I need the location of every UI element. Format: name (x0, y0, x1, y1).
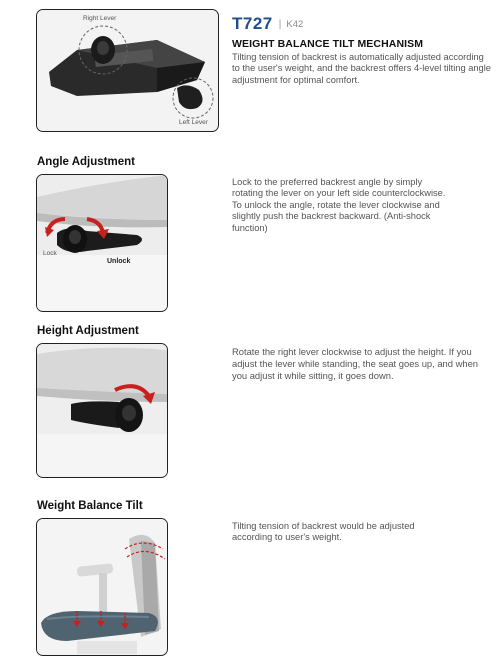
model-line (232, 14, 303, 34)
lock-label: Lock (43, 250, 57, 257)
model-separator: | (278, 19, 282, 30)
weight-balance-tilt-image (36, 518, 168, 656)
right-lever-label: Right Lever (83, 15, 117, 22)
angle-adjustment-title: Angle Adjustment (37, 156, 135, 168)
weight-balance-tilt-description: Tilting tension of backrest would be adjusted according to user's weight. (232, 521, 415, 543)
height-lever-illustration (37, 344, 167, 476)
angle-lever-illustration (37, 175, 167, 310)
tilt-mechanism-illustration (37, 10, 217, 130)
left-lever-label: Left Lever (179, 119, 208, 126)
unlock-label: Unlock (107, 258, 131, 265)
angle-adjustment-description: Lock to the preferred backrest angle by simply rotating the lever on your left side counterclockwise. To unlock the angle, rotate the lever clockwise and slightly push the backrest backward. (Anti-shock function) (232, 177, 446, 233)
submodel-code: K42 (286, 19, 304, 30)
weight-balance-tilt-title: Weight Balance Tilt (37, 500, 143, 512)
height-adjustment-image (36, 343, 168, 478)
chair-tilt-illustration (37, 519, 167, 654)
mechanism-headline: WEIGHT BALANCE TILT MECHANISM (232, 38, 424, 50)
height-adjustment-title: Height Adjustment (37, 325, 139, 337)
mechanism-image (36, 9, 219, 132)
angle-adjustment-image (36, 174, 168, 312)
model-number: T727 (232, 14, 273, 33)
height-adjustment-description: Rotate the right lever clockwise to adjust the height. If you adjust the lever while standing, the seat goes up, and when you adjust it while sitting, it goes down. (232, 346, 478, 381)
mechanism-intro: Tilting tension of backrest is automatically adjusted according to the user's weight, and the backrest offers 4-level tilting angle adjustment for optimal comfort. (232, 52, 491, 85)
